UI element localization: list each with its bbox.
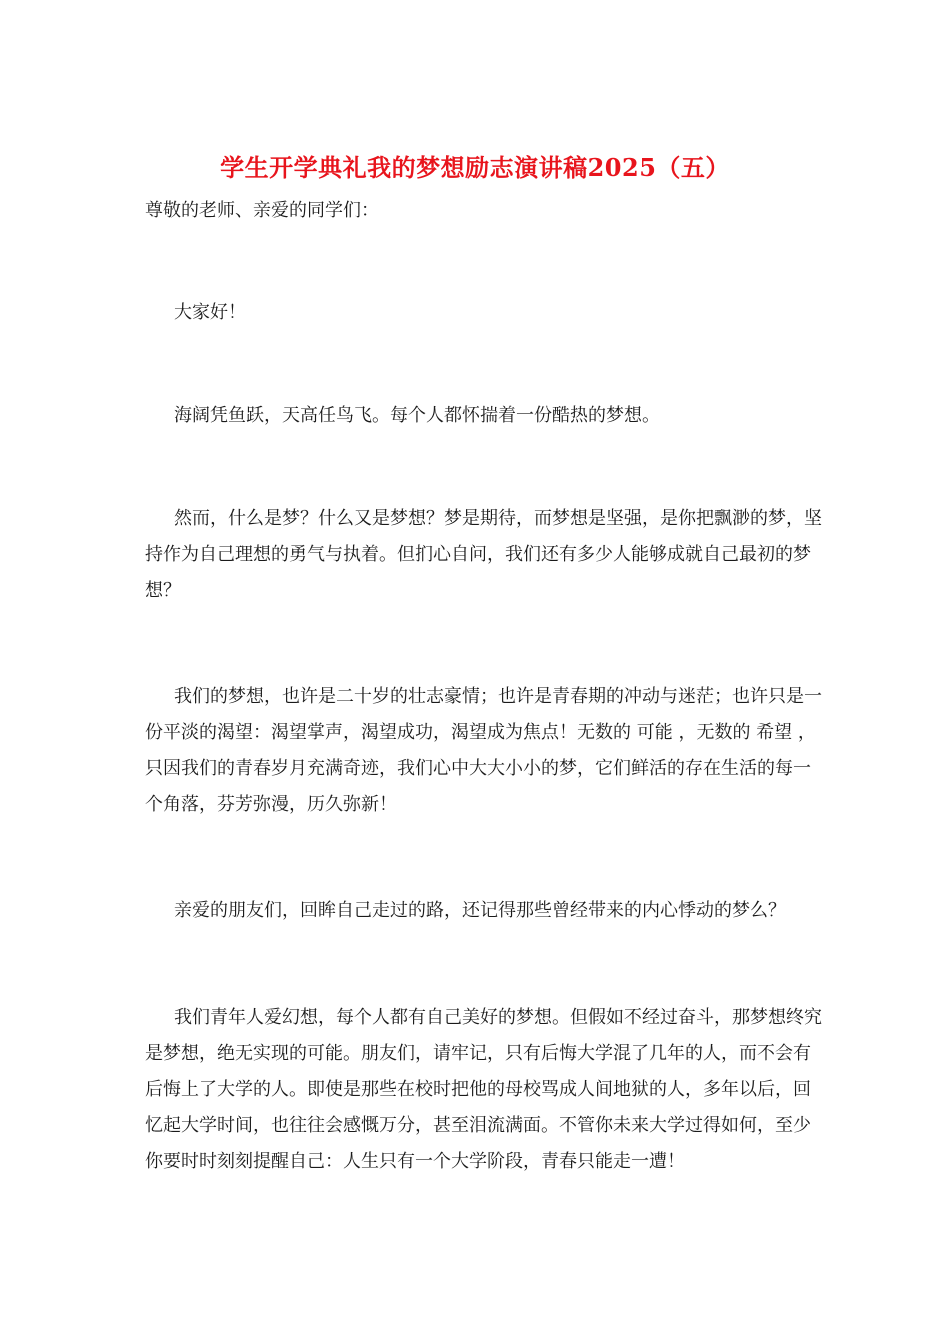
paragraph-look-back: 亲爱的朋友们，回眸自己走过的路，还记得那些曾经带来的内心悸动的梦么？ — [174, 900, 786, 921]
paragraph-youth: 我们青年人爱幻想，每个人都有自己美好的梦想。但假如不经过奋斗，那梦想终究是梦想，绝无实现的可能。朋友们，请牢记，只有后悔大学混了几年的人，而不会有后悔上了大学的人。即使是那些在校时把他的母校骂成人间地狱的人，多年以后，回忆起大学时间，也往往会感慨万分，甚至泪流满面。不管你未来大学过得如何，至少你要时时刻刻提醒自己：人生只有一个大学阶段，青春只能走一遭！ — [145, 1007, 822, 1172]
paragraph-our-dreams: 我们的梦想，也许是二十岁的壮志豪情；也许是青春期的冲动与迷茫；也许只是一份平淡的渴望：渴望掌声，渴望成功，渴望成为焦点！无数的 可能 ，无数的 希望 ，只因我们的青春岁月充满奇迹，我们心中大大小小的梦，它们鲜活的存在生活的每一个角落，芬芳弥漫，历久弥新！ — [145, 686, 822, 815]
paragraph-greeting: 大家好！ — [174, 302, 246, 323]
paragraph-what-is-dream: 然而，什么是梦？什么又是梦想？梦是期待，而梦想是坚强，是你把飘渺的梦，坚持作为自己理想的勇气与执着。但扪心自问，我们还有多少人能够成就自己最初的梦想？ — [145, 508, 822, 601]
paragraph-dream-intro: 海阔凭鱼跃，天高任鸟飞。每个人都怀揣着一份酷热的梦想。 — [174, 405, 660, 426]
salutation: 尊敬的老师、亲爱的同学们： — [145, 200, 379, 221]
document-title: 学生开学典礼我的梦想励志演讲稿2025（五） — [220, 153, 730, 182]
